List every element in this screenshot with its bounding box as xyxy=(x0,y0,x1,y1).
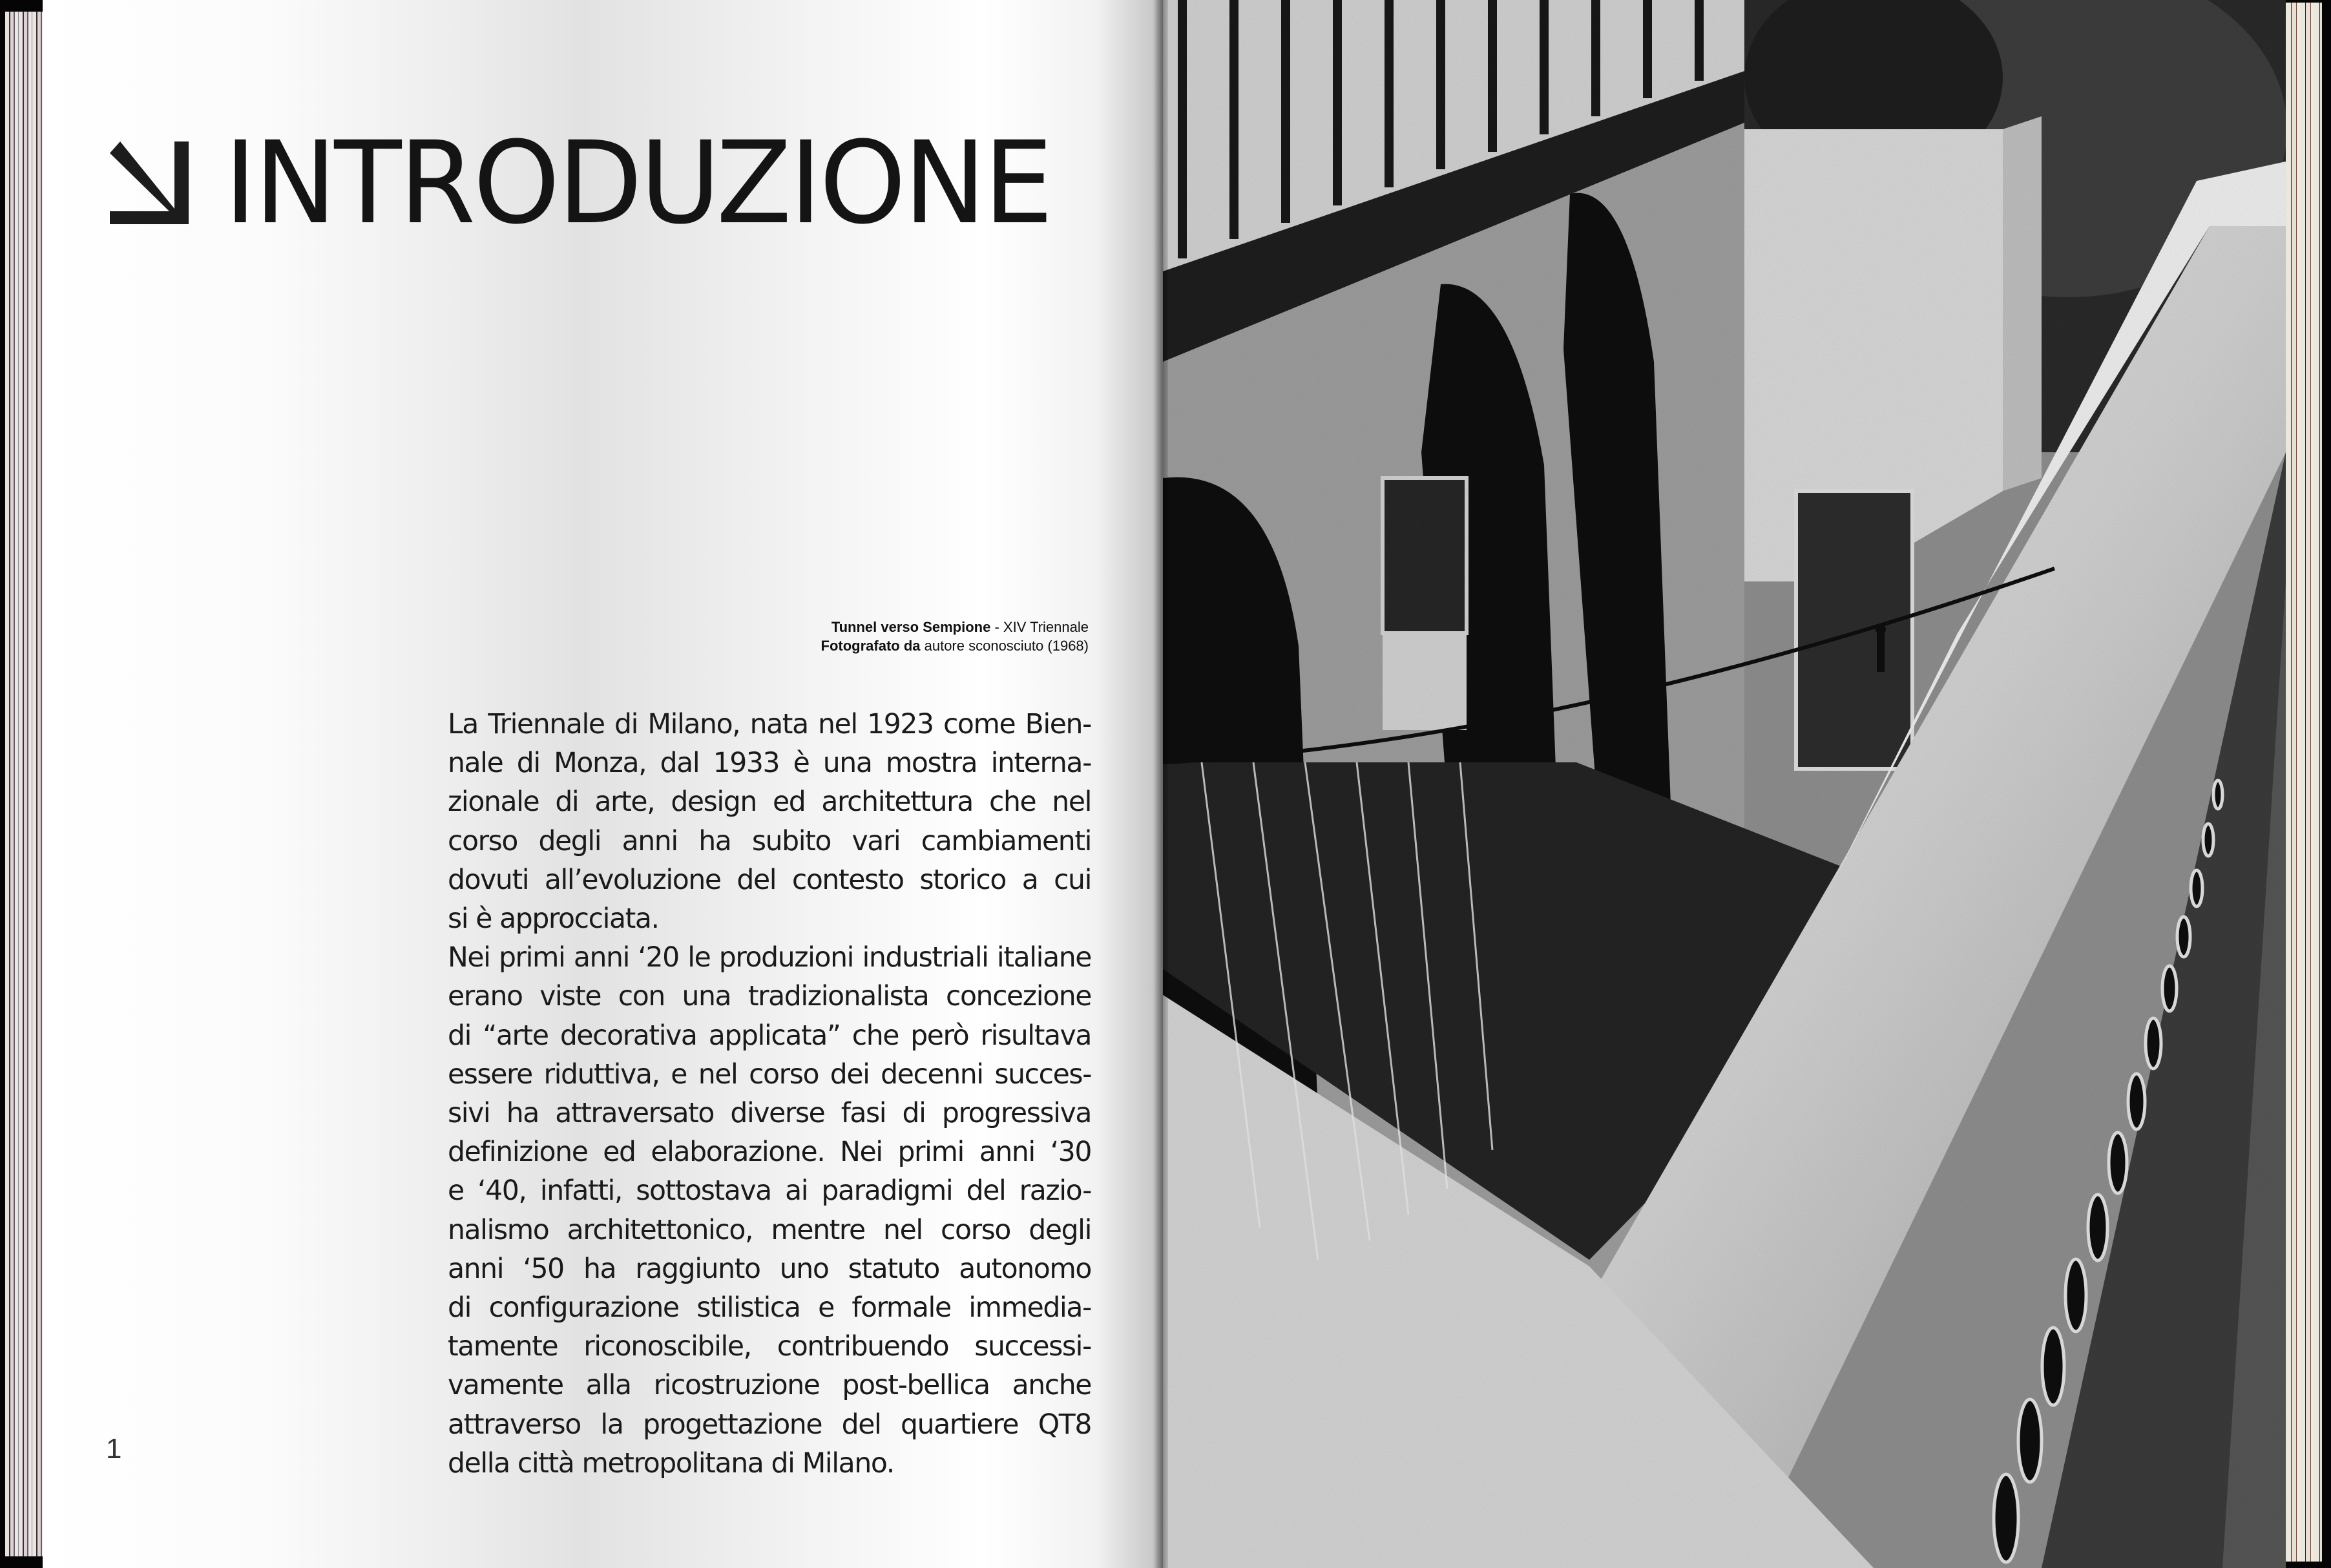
photo-caption xyxy=(821,618,1089,655)
left-page-stack-edges xyxy=(5,12,43,1556)
right-page-stack-edges xyxy=(2286,3,2322,1562)
body-line: essere riduttiva, e nel corso dei decenni succes- xyxy=(448,1058,1091,1091)
heading-title: INTRODUZIONE xyxy=(224,117,1051,249)
arrow-down-right-icon xyxy=(110,141,191,225)
body-line: anni ‘50 ha raggiunto uno statuto autonomo xyxy=(448,1253,1091,1285)
gutter-shadow xyxy=(1154,0,1168,1568)
body-line: attraverso la progettazione del quartiere QT8 xyxy=(448,1408,1091,1441)
body-line: e ‘40, infatti, sottostava ai paradigmi del razio- xyxy=(448,1175,1091,1207)
caption-subtitle: - XIV Triennale xyxy=(990,619,1089,635)
body-line: della città metropolitana di Milano. xyxy=(448,1447,894,1479)
body-line: tamente riconoscibile, contribuendo successi- xyxy=(448,1331,1091,1363)
body-line: sivi ha attraversato diverse fasi di progressiva xyxy=(448,1098,1091,1130)
body-line: dovuti all’evoluzione del contesto storico a cui xyxy=(448,864,1091,896)
body-line: erano viste con una tradizionalista concezione xyxy=(448,981,1091,1013)
page-number: 1 xyxy=(106,1433,122,1465)
body-line: Nei primi anni ‘20 le produzioni industriali italiane xyxy=(448,942,1091,974)
body-line: definizione ed elaborazione. Nei primi anni ‘30 xyxy=(448,1136,1091,1169)
body-line: nale di Monza, dal 1933 è una mostra interna- xyxy=(448,747,1091,780)
body-line: di configurazione stilistica e formale immedia- xyxy=(448,1292,1091,1324)
caption-credit: autore sconosciuto (1968) xyxy=(920,638,1089,654)
body-paragraphs xyxy=(448,706,1091,1483)
body-line: zionale di arte, design ed architettura che nel xyxy=(448,786,1091,819)
body-line: La Triennale di Milano, nata nel 1923 come Bien- xyxy=(448,709,1091,740)
page-heading xyxy=(110,117,1076,249)
body-line: corso degli anni ha subito vari cambiamenti xyxy=(448,825,1091,857)
body-line: vamente alla ricostruzione post-bellica anche xyxy=(448,1370,1091,1402)
caption-title: Tunnel verso Sempione xyxy=(831,619,991,635)
photo-tunnel-verso-sempione xyxy=(1163,0,2286,1568)
left-page xyxy=(43,0,1163,1568)
body-line: nalismo architettonico, mentre nel corso degli xyxy=(448,1214,1091,1246)
body-line: di “arte decorativa applicata” che però risultava xyxy=(448,1019,1091,1052)
caption-credit-label: Fotografato da xyxy=(821,638,921,654)
photo-page xyxy=(1163,0,2286,1568)
body-line: si è approcciata. xyxy=(448,903,659,936)
